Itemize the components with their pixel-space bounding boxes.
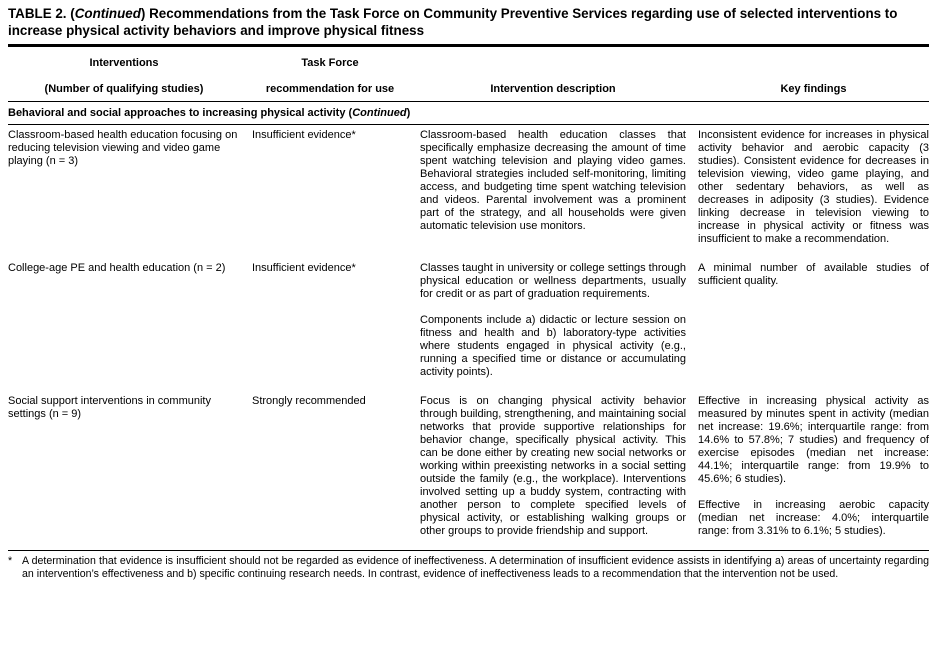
recommendation-cell: Insufficient evidence* [252, 261, 356, 274]
key-findings-cell: Inconsistent evidence for increases in physical activity behavior and aerobic capacity (3 studies). Consistent evidence for decreases in television viewing, video game playing, and other sedentary behaviors, as well as decreases in adiposity (3 studies). Evidence linking decrease in television viewing to increase in physical activity or fitness was insufficient to make a recommendation. [698, 128, 929, 245]
recommendation-cell: Strongly recommended [252, 394, 366, 407]
table-header-row [8, 47, 929, 101]
table-row-social-support-interventions [8, 391, 929, 550]
section-header-continued: Continued [352, 106, 407, 119]
intervention-cell: Social support interventions in community settings (n = 9) [8, 394, 211, 420]
description-cell: Classes taught in university or college settings through physical education or wellness departments, usually for credit or as part of graduation requirements. Components include a) didactic or lecture session on fitness and health and b) laboratory-type activities where students engaged in physical activity (e.g., running a specified time or distance or accumulating activity points). [420, 261, 686, 378]
key-findings-cell: A minimal number of available studies of sufficient quality. [698, 261, 929, 287]
table-title-continued: Continued [74, 6, 141, 21]
table-footnote [8, 551, 929, 581]
section-header-part1: Behavioral and social approaches to increasing physical activity ( [8, 106, 353, 119]
column-header-intervention-description: Intervention description [490, 83, 616, 96]
description-cell: Focus is on changing physical activity behavior through building, strengthening, and maintaining social networks that provide supportive relationships for behavior change, specifically physical activity. This can be done either by creating new social networks or working within preexisting networks in a social setting outside the family (e.g., the workplace). Interventions involved setting up a buddy system, contracting with another person to complete specified levels of physical activity, or establishing walking groups or other groups to provide friendship and support. [420, 394, 687, 537]
table-row-college-age-pe [8, 258, 929, 391]
section-header-behavioral-social-approaches [8, 102, 929, 125]
intervention-cell: College-age PE and health education (n = 2) [8, 261, 226, 274]
table-title-part2: ) Recommendations from the Task Force on Community Preventive Services regarding use of selected interventions to increase physical activity behaviors and improve physical fitness [8, 6, 898, 38]
column-header-interventions: Interventions (Number of qualifying studies) [44, 57, 204, 96]
column-header-key-findings: Key findings [780, 83, 847, 96]
key-findings-cell: Effective in increasing physical activity as measured by minutes spent in activity (median net increase: 19.6%; interquartile range: from 14.6% to 57.8%; 7 studies) and frequency of exercise episodes (median net increase: 44.1%; interquartile range: from 19.9% to 45.6%; 6 studies). Effective in increasing aerobic capacity (median net increase: 4.0%; interquartile range: from 3.31% to 6.1%; 5 studies). [698, 394, 929, 537]
table-title-part1: TABLE 2. ( [8, 6, 75, 21]
section-header-part2: ) [406, 106, 411, 119]
column-header-task-force-recommendation: Task Force recommendation for use [265, 57, 395, 96]
table-title [8, 6, 929, 39]
recommendation-cell: Insufficient evidence* [252, 128, 356, 141]
intervention-cell: Classroom-based health education focusing on reducing television viewing and video game playing (n = 3) [8, 128, 238, 167]
table-row-classroom-health-education [8, 125, 929, 258]
footnote-asterisk: * [8, 554, 13, 567]
description-cell: Classroom-based health education classes that specifically emphasize decreasing the amount of time spent watching television and playing video games. Behavioral strategies included self-monitoring, limiting access, and budgeting time spent watching television and videos. Parental involvement was a prominent part of the strategy, and all households were given automatic television use monitors. [420, 128, 686, 232]
footnote-text: A determination that evidence is insufficient should not be regarded as evidence of ineffectiveness. A determination of insufficient evidence assists in identifying a) areas of uncertainty regarding an intervention’s effectiveness and b) specific continuing research needs. In contrast, evidence of ineffectiveness leads to a recommendation that the intervention not be used. [22, 554, 929, 580]
